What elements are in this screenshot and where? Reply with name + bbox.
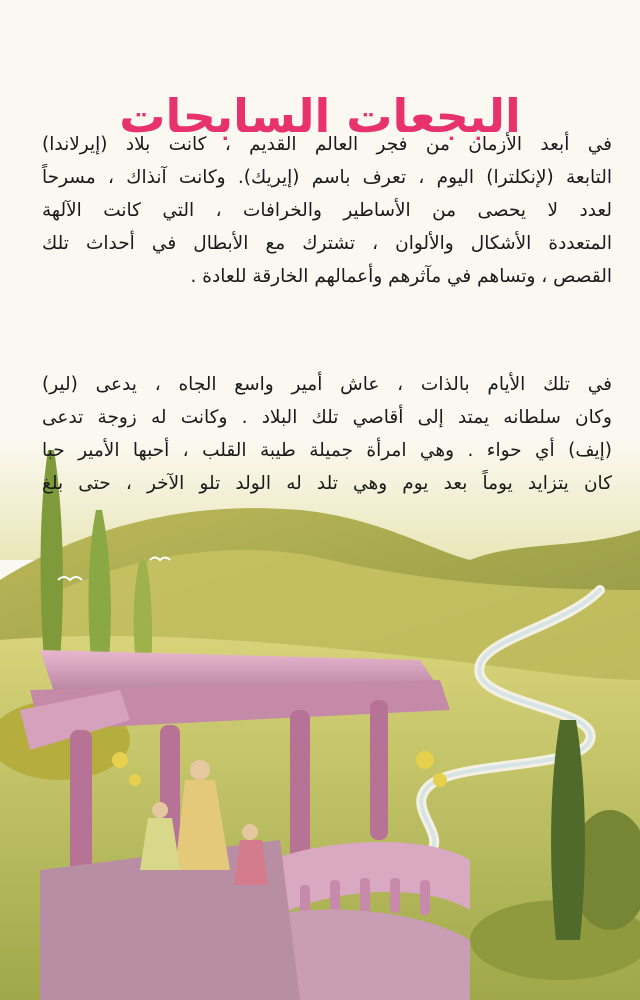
- paragraph-line: وكان سلطانه يمتد إلى أقاصي تلك البلاد . وكانت له زوجة تدعى: [42, 407, 612, 428]
- paragraph-line: (إيف) أي حواء . وهي امرأة جميلة طيبة القلب ، أحبها الأمير حبا: [42, 440, 612, 461]
- paragraph-line: المتعددة الأشكال والألوان ، تشترك مع الأبطال في أحداث تلك: [42, 233, 612, 254]
- story-title: البجعات السابحات: [119, 88, 521, 143]
- paragraph-line: في تلك الأيام بالذات ، عاش أمير واسع الجاه ، يدعى (لير): [42, 374, 612, 395]
- paragraph-line-last: القصص ، وتساهم في مآثرهم وأعمالهم الخارقة للعادة .: [190, 266, 612, 287]
- paragraph-1: [42, 128, 612, 293]
- valley-balcony-illustration: [0, 440, 640, 1000]
- paragraph-2: [42, 368, 612, 500]
- paragraph-line: كان يتزايد يوماً بعد يوم وهي تلد له الولد تلو الآخر ، حتى بلغ: [42, 473, 612, 494]
- paragraph-line: التابعة (لإنكلترا) اليوم ، تعرف باسم (إيريك). وكانت آنذاك ، مسرحاً: [42, 167, 612, 188]
- paragraph-line: في أبعد الأزمان من فجر العالم القديم ، كانت بلاد (إيرلاندا): [42, 134, 612, 155]
- paragraph-line: لعدد لا يحصى من الأساطير والخرافات ، التي كانت الآلهة: [42, 200, 612, 221]
